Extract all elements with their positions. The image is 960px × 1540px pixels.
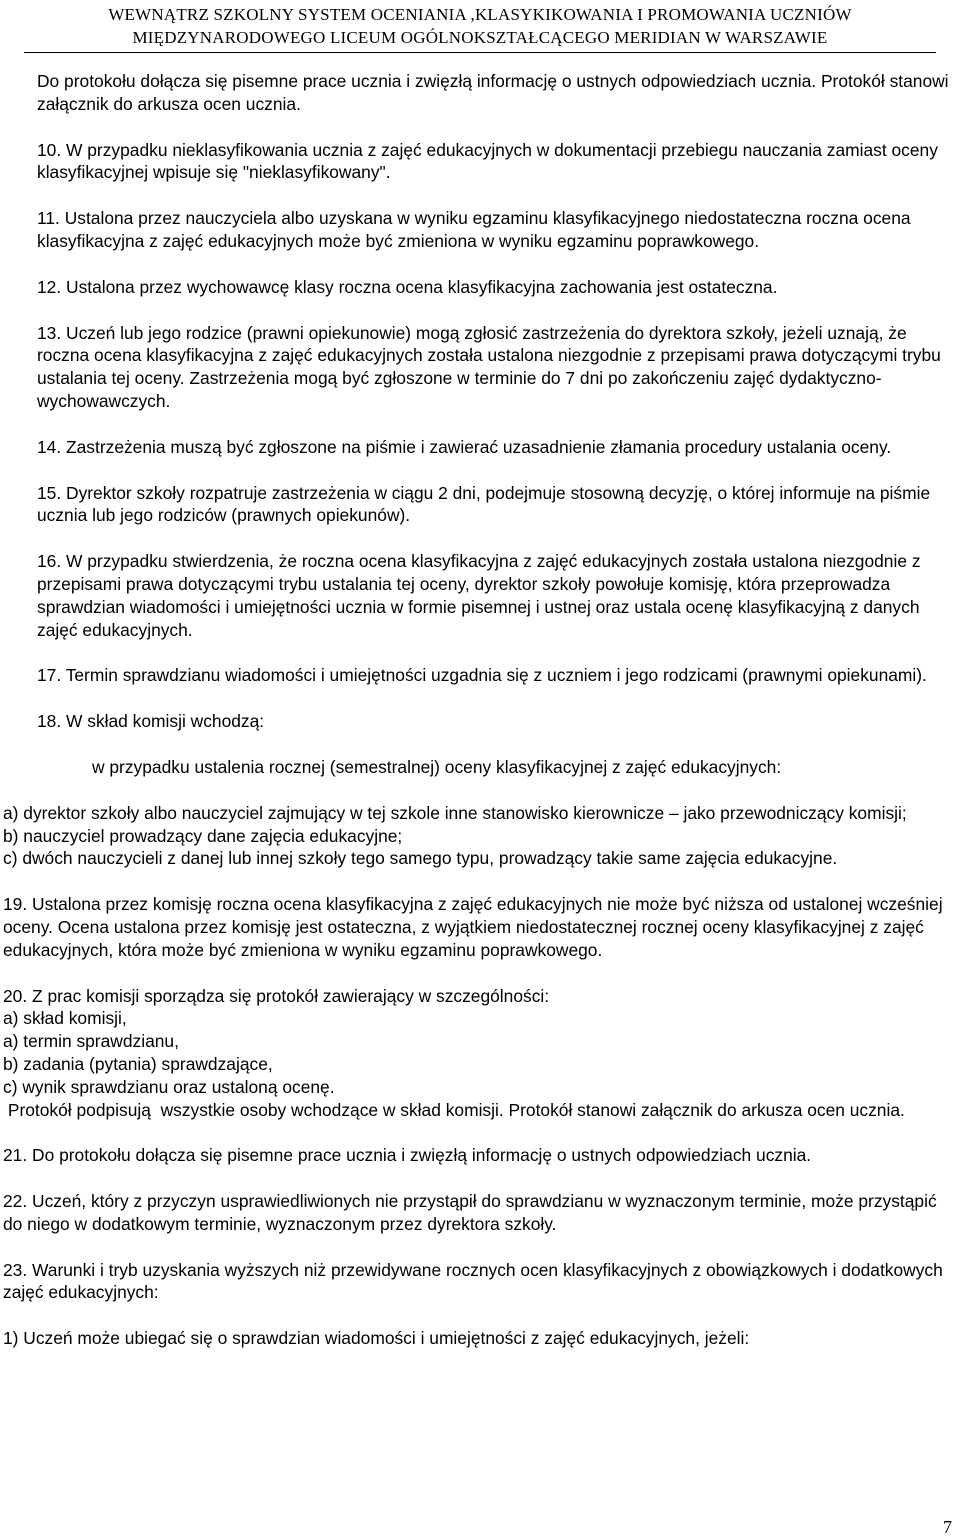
- list-item-20-a2: a) termin sprawdzianu,: [3, 1031, 179, 1052]
- paragraph-15: 15. Dyrektor szkoły rozpatruje zastrzeżenia w ciągu 2 dni, podejmuje stosowną decyzję, o której informuje na piśmie ucznia lub jego rodziców (prawnych opiekunów).: [37, 482, 931, 526]
- paragraph-23: 23. Warunki i tryb uzyskania wyższych niż przewidywane rocznych ocen klasyfikacyjnych z obowiązkowych i dodatkowych zajęć edukacyjnych:: [3, 1259, 943, 1303]
- paragraph-12: 12. Ustalona przez wychowawcę klasy roczna ocena klasyfikacyjna zachowania jest ostateczna.: [37, 276, 778, 297]
- list-item-18-c: c) dwóch nauczycieli z danej lub innej szkoły tego samego typu, prowadzący takie same zajęcia edukacyjne.: [3, 848, 838, 869]
- paragraph-10: 10. W przypadku nieklasyfikowania ucznia z zajęć edukacyjnych w dokumentacji przebiegu nauczania zamiast oceny klasyfikacyjnej wpisuje się "nieklasyfikowany".: [37, 139, 938, 183]
- paragraph-13: 13. Uczeń lub jego rodzice (prawni opiekunowie) mogą zgłosić zastrzeżenia do dyrektora szkoły, jeżeli uznają, że roczna ocena klasyfikacyjna z zajęć edukacyjnych została ustalona niezgodnie z przepisami prawa dotyczącymi trybu ustalania tej oceny. Zastrzeżenia mogą być zgłoszone w terminie do 7 dni po zakończeniu zajęć dydaktyczno-wychowawczych.: [37, 322, 941, 411]
- paragraph-18: 18. W skład komisji wchodzą:: [37, 711, 265, 732]
- paragraph-21: 21. Do protokołu dołącza się pisemne prace ucznia i zwięzłą informację o ustnych odpowiedziach ucznia.: [3, 1145, 812, 1166]
- list-item-20-b: b) zadania (pytania) sprawdzające,: [3, 1053, 273, 1074]
- list-item-23-1: 1) Uczeń może ubiegać się o sprawdzian wiadomości i umiejętności z zajęć edukacyjnych, jeżeli:: [3, 1328, 750, 1349]
- list-item-18-b: b) nauczyciel prowadzący dane zajęcia edukacyjne;: [3, 825, 403, 846]
- paragraph-17: 17. Termin sprawdzianu wiadomości i umiejętności uzgadnia się z uczniem i jego rodzicami (prawnymi opiekunami).: [37, 665, 927, 686]
- page-number: 7: [943, 1517, 952, 1537]
- paragraph-22: 22. Uczeń, który z przyczyn usprawiedliwionych nie przystąpił do sprawdzianu w wyznaczonym terminie, może przystąpić do niego w dodatkowym terminie, wyznaczonym przez dyrektora szkoły.: [3, 1191, 937, 1234]
- paragraph-intro: Do protokołu dołącza się pisemne prace ucznia i zwięzłą informację o ustnych odpowiedziach ucznia. Protokół stanowi załącznik do arkusza ocen ucznia.: [37, 71, 949, 114]
- paragraph-19: 19. Ustalona przez komisję roczna ocena klasyfikacyjna z zajęć edukacyjnych nie może być niższa od ustalonej wcześniej oceny. Ocena ustalona przez komisję jest ostateczna, z wyjątkiem niedostatecznej rocznej oceny klasyfikacyjnej z zajęć edukacyjnych, która może być zmieniona w wyniku egzaminu poprawkowego.: [3, 894, 943, 960]
- document-header: [0, 0, 960, 49]
- paragraph-14: 14. Zastrzeżenia muszą być zgłoszone na piśmie i zawierać uzasadnienie złamania procedury ustalania oceny.: [37, 436, 892, 457]
- paragraph-16: 16. W przypadku stwierdzenia, że roczna ocena klasyfikacyjna z zajęć edukacyjnych została ustalona niezgodnie z przepisami prawa dotyczącymi trybu ustalania tej oceny, dyrektor szkoły powołuje komisję, która przeprowadza sprawdzian wiadomości i umiejętności ucznia w formie pisemnej i ustnej oraz ustala ocenę klasyfikacyjną z danych zajęć edukacyjnych.: [37, 551, 921, 640]
- header-line-2: MIĘDZYNARODOWEGO LICEUM OGÓLNOKSZTAŁCĄCEGO MERIDIAN W WARSZAWIE: [132, 28, 828, 47]
- paragraph-20-closing: Protokół podpisują wszystkie osoby wchodzące w skład komisji. Protokół stanowi załącznik do arkusza ocen ucznia.: [3, 1099, 905, 1120]
- list-item-20-c: c) wynik sprawdzianu oraz ustaloną ocenę.: [3, 1076, 335, 1097]
- header-line-1: WEWNĄTRZ SZKOLNY SYSTEM OCENIANIA ,KLASYKIKOWANIA I PROMOWANIA UCZNIÓW: [108, 5, 852, 24]
- paragraph-18-subheading: w przypadku ustalenia rocznej (semestralnej) oceny klasyfikacyjnej z zajęć edukacyjnych:: [92, 756, 782, 777]
- document-body: [0, 70, 960, 1350]
- list-item-18-a: a) dyrektor szkoły albo nauczyciel zajmujący w tej szkole inne stanowisko kierownicze – jako przewodniczący komisji;: [3, 802, 907, 823]
- list-item-20-a1: a) skład komisji,: [3, 1008, 127, 1029]
- paragraph-20: 20. Z prac komisji sporządza się protokół zawierający w szczególności:: [3, 985, 550, 1006]
- paragraph-11: 11. Ustalona przez nauczyciela albo uzyskana w wyniku egzaminu klasyfikacyjnego niedostateczna roczna ocena klasyfikacyjna z zajęć edukacyjnych może być zmieniona w wyniku egzaminu poprawkowego.: [37, 208, 911, 251]
- header-divider: [24, 52, 936, 53]
